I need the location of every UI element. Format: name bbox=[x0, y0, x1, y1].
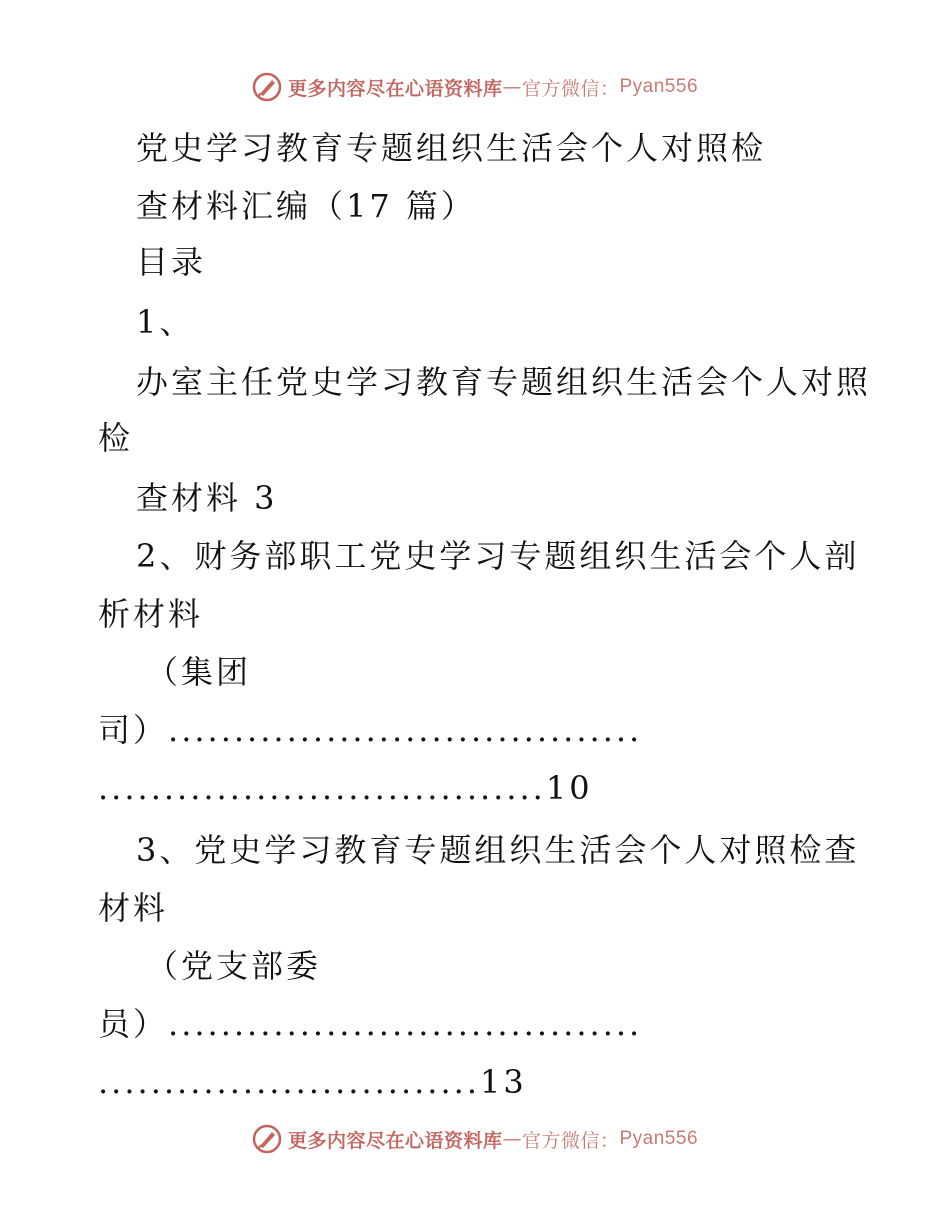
toc-item-3-paren: （党支部委 bbox=[146, 947, 322, 985]
toc-item-3-dots1: .................................... bbox=[168, 1005, 643, 1043]
toc-item-3-line1: 3、党史学习教育专题组织生活会个人对照检查 bbox=[136, 831, 860, 869]
toc-item-2-line1: 2、财务部职工党史学习专题组织生活会个人剖 bbox=[136, 537, 860, 575]
watermark-wechat-label: 官方微信： bbox=[521, 1129, 620, 1152]
document-title-line1: 党史学习教育专题组织生活会个人对照检 bbox=[136, 129, 767, 167]
toc-item-2-dots1: .................................... bbox=[168, 711, 643, 749]
watermark-dash: — bbox=[502, 76, 522, 98]
watermark-wechat-label: 官方微信： bbox=[521, 77, 620, 100]
toc-item-1-number: 1、 bbox=[136, 303, 195, 341]
quill-logo-icon bbox=[252, 1124, 282, 1154]
toc-item-3-tail-label: 员） bbox=[98, 1005, 169, 1043]
toc-item-2-paren: （集团 bbox=[146, 653, 252, 691]
toc-item-2-leader-row1 bbox=[98, 710, 642, 750]
toc-item-1-line2: 检 bbox=[98, 419, 134, 457]
toc-item-3-leader-row1 bbox=[98, 1004, 642, 1044]
toc-item-1-line1: 办室主任党史学习教育专题组织生活会个人对照 bbox=[136, 363, 872, 401]
toc-item-3-line2: 材料 bbox=[98, 889, 169, 927]
watermark-dash: — bbox=[502, 1128, 522, 1150]
watermark-text: 更多内容尽在心语资料库 bbox=[287, 1129, 503, 1152]
toc-item-3-page-number: 13 bbox=[479, 1063, 527, 1101]
watermark-text: 更多内容尽在心语资料库 bbox=[287, 77, 503, 100]
toc-item-2-tail-label: 司） bbox=[98, 711, 169, 749]
watermark-wechat-id: Pyan556 bbox=[619, 1128, 699, 1149]
toc-item-2-dots2: .................................. bbox=[98, 769, 546, 807]
toc-heading: 目录 bbox=[136, 243, 207, 281]
toc-item-3-leader-row2 bbox=[98, 1062, 527, 1102]
watermark-wechat-id: Pyan556 bbox=[619, 76, 699, 97]
toc-item-2-line2: 析材料 bbox=[98, 595, 204, 633]
toc-item-2-page-number: 10 bbox=[545, 769, 593, 807]
header-watermark bbox=[0, 72, 950, 102]
toc-item-3-dots2: ............................. bbox=[98, 1063, 480, 1101]
toc-item-1-line3: 查材料 3 bbox=[136, 479, 278, 517]
document-title-line2: 查材料汇编（17 篇） bbox=[136, 187, 476, 225]
toc-item-2-leader-row2 bbox=[98, 768, 593, 808]
quill-logo-icon bbox=[252, 72, 282, 102]
footer-watermark bbox=[0, 1124, 950, 1154]
